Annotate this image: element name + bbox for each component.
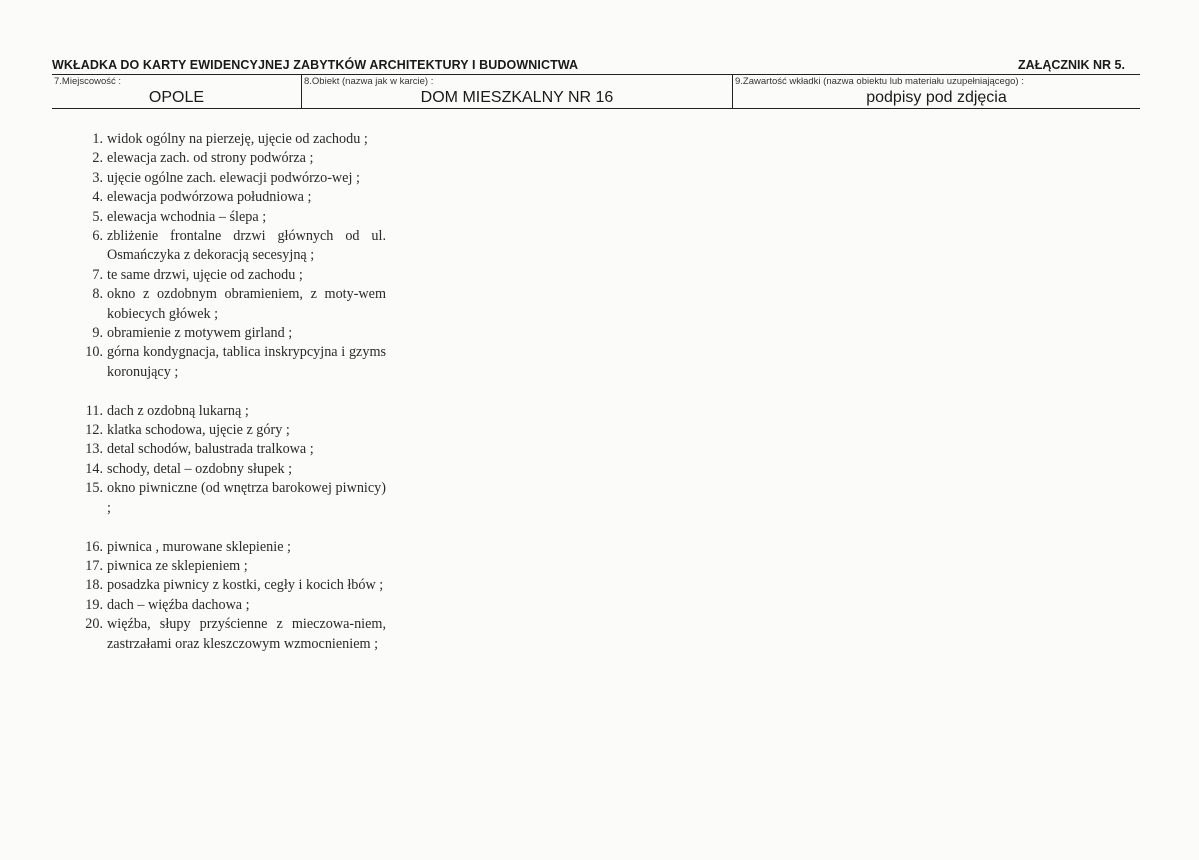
list-item [76,440,386,459]
photo-captions-list [76,130,386,654]
caption-number: 11. [85,402,103,419]
content-field [733,74,1140,108]
list-item [76,149,386,168]
caption-number: 17. [85,557,103,574]
caption-number: 1. [92,131,103,147]
caption-text: posadzka piwnicy z kostki, cegły i kocich łbów ; [107,577,384,594]
header-bottom-rule [52,108,1140,109]
list-item [76,188,386,207]
caption-number: 7. [92,266,103,283]
caption-number: 12. [85,422,103,439]
caption-text: więźba, słupy przyścienne z mieczowa-niem, zastrzałami oraz kleszczowym wzmocnieniem ; [107,616,386,652]
caption-text: obramienie z motywem girland ; [107,325,293,342]
locality-label: 7.Miejscowość : [54,76,122,87]
caption-number: 20. [85,616,103,633]
list-item [76,538,386,557]
form-title: WKŁADKA DO KARTY EWIDENCYJNEJ ZABYTKÓW ARCHITEKTURY I BUDOWNICTWA [52,58,579,72]
caption-text: klatka schodowa, ujęcie z góry ; [107,422,290,439]
caption-text: dach z ozdobną lukarną ; [107,402,249,419]
caption-number: 2. [92,150,103,167]
list-item [76,343,386,382]
caption-text: dach – więźba dachowa ; [107,596,250,613]
caption-number: 16. [85,538,103,555]
caption-text: okno piwniczne (od wnętrza barokowej piwnicy) ; [107,480,386,516]
list-item [76,208,386,227]
caption-number: 13. [85,441,103,458]
locality-field [52,74,301,108]
caption-text: ujęcie ogólne zach. elewacji podwórzo-wej ; [107,169,360,186]
caption-number: 19. [85,596,103,613]
object-value: DOM MIESZKALNY NR 16 [420,89,614,106]
list-item [76,557,386,576]
caption-text: elewacja zach. od strony podwórza ; [107,150,314,167]
object-label: 8.Obiekt (nazwa jak w karcie) : [304,76,434,87]
caption-text: elewacja podwórzowa południowa ; [107,189,312,206]
list-item [76,285,386,324]
list-item [76,576,386,595]
content-label: 9.Zawartość wkładki (nazwa obiektu lub materiału uzupełniającego) : [735,76,1024,87]
annex-number: ZAŁĄCZNIK NR 5. [1018,58,1125,72]
caption-text: piwnica , murowane sklepienie ; [107,538,291,555]
caption-text: schody, detal – ozdobny słupek ; [107,460,293,477]
list-item [76,402,386,421]
caption-text: detal schodów, balustrada tralkowa ; [107,441,314,458]
caption-text: piwnica ze sklepieniem ; [107,557,248,574]
object-field [302,74,732,108]
caption-number: 15. [85,480,103,497]
list-item [76,130,386,149]
list-item [76,615,386,654]
list-item [76,596,386,615]
caption-number: 9. [92,325,103,342]
list-item [76,324,386,343]
content-value: podpisy pod zdjęcia [866,89,1007,106]
caption-text: te same drzwi, ujęcie od zachodu ; [107,266,303,283]
list-item [76,479,386,518]
caption-text: zbliżenie frontalne drzwi głównych od ul. Osmańczyka z dekoracją secesyjną ; [107,228,386,264]
caption-number: 4. [92,189,103,206]
caption-text: okno z ozdobnym obramieniem, z moty-wem kobiecych główek ; [107,286,386,322]
caption-text: górna kondygnacja, tablica inskrypcyjna i gzyms koronujący ; [107,344,386,380]
caption-number: 8. [92,286,103,303]
caption-number: 18. [85,577,103,594]
caption-number: 6. [92,228,103,245]
list-item [76,460,386,479]
caption-number: 14. [85,460,103,477]
caption-text: elewacja wchodnia – ślepa ; [107,208,267,225]
list-item [76,227,386,266]
caption-text: widok ogólny na pierzeję, ujęcie od zachodu ; [107,131,368,147]
caption-number: 5. [92,208,103,225]
caption-number: 3. [92,169,103,186]
caption-number: 10. [85,344,103,361]
locality-value: OPOLE [148,89,205,106]
list-item [76,169,386,188]
list-item [76,421,386,440]
list-item [76,266,386,285]
